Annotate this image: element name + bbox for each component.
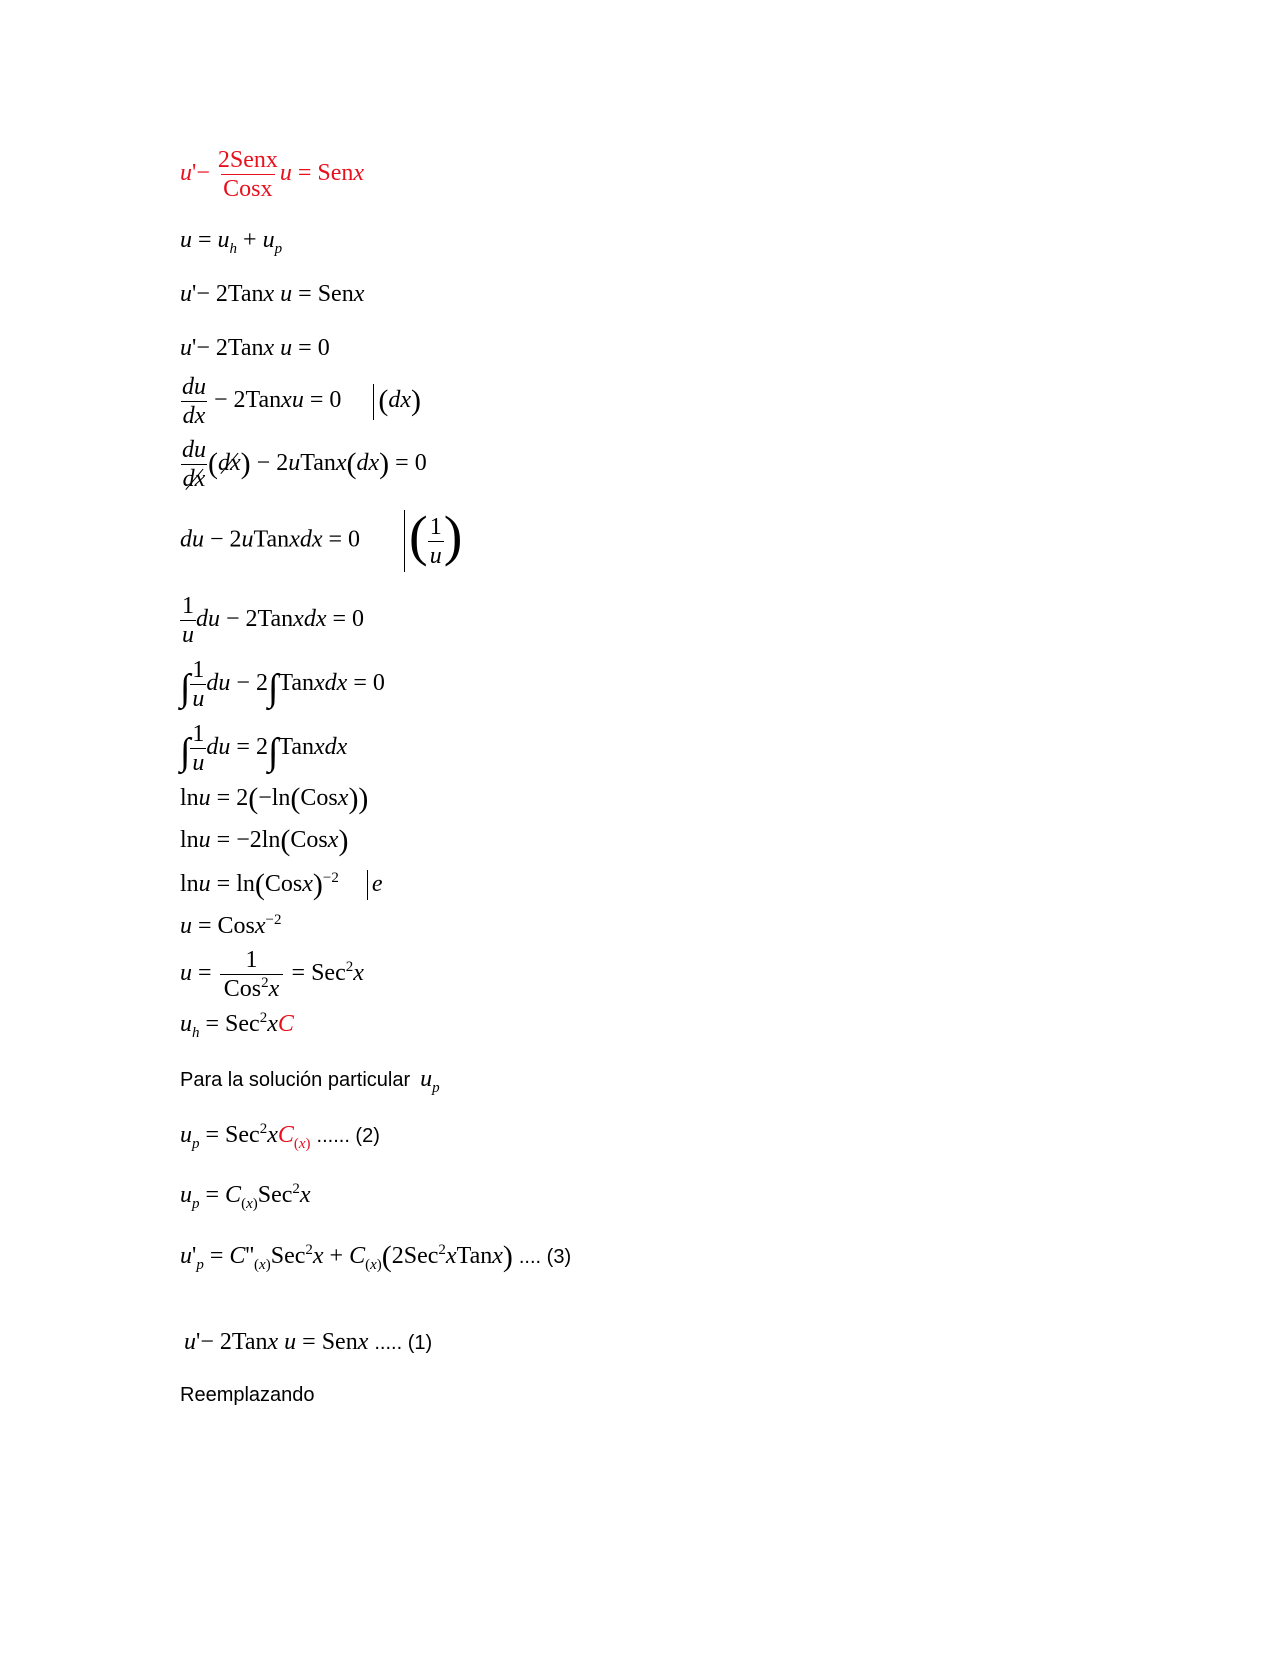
fraction: $\frac{1}{u}$ [182,593,194,648]
equation-tag: ..... (1) [374,1332,433,1354]
equation-line: ∫ $\frac{1}{u}$ du − 2∫Tanxdx = 0 [180,657,385,712]
equation-line: $u_h = Sec^2xC$ [180,1010,294,1041]
fraction [216,146,280,203]
equation-line: $u = u_h + u_p$ [180,227,283,257]
equation-line: $\frac{du}{dx}$ (dx) − 2uTanx(dx) = 0 [182,437,427,492]
operation-bar [367,870,368,900]
equation-line: $u'_p = C''_{(x)}Sec^2x$ + $C_{(x)}(2Sec^2xTanx)$ .... (3) [180,1240,572,1273]
equation-line: $u_p = Sec^2xC_{(x)}$ ...... (2) [180,1121,380,1152]
operation-bar [404,510,405,572]
fraction: $\frac{1}{u}$ [192,721,205,776]
paragraph: Para la solución particular $u_p$ [180,1066,440,1096]
equation-line: du − 2uTanxdx = 0 ( $\frac{1}{u}$ ) [180,510,462,572]
paragraph [180,1380,315,1409]
fraction: $\frac{1}{u}$ [192,657,205,712]
equation-line: u'− $\frac{\text{2Senx}}{\text{Cosx}}$ u = Senx [180,147,365,202]
equation-line: $\frac{1}{u}$ du − 2Tanxdx = 0 [182,593,365,648]
equation-line: lnu = −2ln(Cosx) [180,824,349,857]
fraction-numerator: 2Senx [217,147,278,173]
equation-line: lnu = 2(−ln(Cosx)) [180,782,369,815]
equation-line: $u_p = C_{(x)}Sec^2x$ [180,1181,311,1212]
fraction: $\frac{du}{dx}$ [182,437,206,492]
equation-line: u = $\frac{1}{Cos^2x}$ = Sec$^2$x [180,947,364,1002]
fraction: $\frac{du}{dx}$ [182,374,206,429]
fraction: $\frac{1}{u}$ [429,513,442,569]
paragraph-text: Para la solución particular [180,1069,411,1091]
fraction: $\frac{1}{Cos^2x}$ [218,946,286,1003]
equation-line: u'− 2Tanx u = 0 [180,335,330,361]
operation-bar [373,384,374,420]
fraction-denominator: Cosx [223,176,273,202]
paragraph-text: Reemplazando [180,1384,315,1406]
equation-line: u'− 2Tanx u = Senx ..... (1) [184,1329,433,1355]
equation-line: u'− 2Tanx u = Senx [180,281,365,307]
equation-line: lnu = ln(Cosx)$^{-2}$ e [180,868,383,901]
equation-tag: ...... (2) [316,1125,380,1147]
equation-line: u = Cosx$^{-2}$ [180,912,282,939]
equation-line: ∫ $\frac{1}{u}$ du = 2∫Tanxdx [180,721,348,776]
equation-tag: .... (3) [518,1246,572,1268]
equation-line: $\frac{du}{dx}$ − 2Tanxu = 0 (dx) [182,374,422,429]
